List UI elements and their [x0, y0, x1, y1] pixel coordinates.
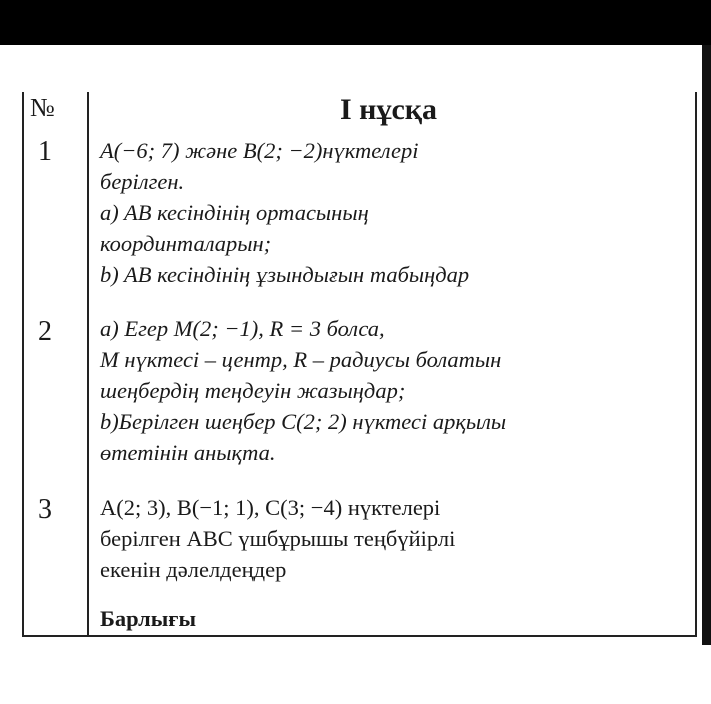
- header-number-label: №: [30, 93, 55, 122]
- row-number-2: 2: [38, 316, 52, 347]
- task-2-line: b)Берілген шеңбер C(2; 2) нүктесі арқылы: [100, 409, 507, 434]
- top-black-bar: [0, 0, 711, 45]
- task-2-line: өтетінін анықта.: [100, 440, 276, 465]
- right-dark-strip: [702, 45, 711, 645]
- task-3-line: екенін дәлелдеңдер: [100, 557, 287, 582]
- total-label: Барлығы: [100, 606, 197, 631]
- task-cell-1: [100, 135, 690, 290]
- task-2-line: шеңбердің теңдеуін жазыңдар;: [100, 378, 406, 403]
- task-1-line: A(−6; 7) және B(2; −2)нүктелері: [100, 138, 419, 163]
- task-1-line: a) AB кесіндінің ортасының: [100, 200, 369, 225]
- row-number-3: 3: [38, 494, 52, 525]
- task-1-line: берілген.: [100, 169, 185, 194]
- row-number-1: 1: [38, 136, 52, 167]
- variant-title: I нұсқа: [340, 93, 438, 126]
- task-cell-3: [100, 492, 690, 585]
- task-3-line: A(2; 3), B(−1; 1), C(3; −4) нүктелері: [100, 495, 441, 520]
- task-1-line: координталарын;: [100, 231, 272, 256]
- task-cell-2: [100, 313, 690, 468]
- task-1-line: b) AB кесіндінің ұзындығын табыңдар: [100, 262, 470, 287]
- table-column-divider: [87, 92, 89, 637]
- table-left-border: [22, 92, 24, 637]
- task-2-line: a) Егер M(2; −1), R = 3 болса,: [100, 316, 385, 341]
- table-bottom-border: [22, 635, 697, 637]
- table-right-border: [695, 92, 697, 637]
- task-2-line: M нүктесі – центр, R – радиусы болатын: [100, 347, 502, 372]
- task-3-line: берілген ABC үшбұрышы теңбүйірлі: [100, 526, 456, 551]
